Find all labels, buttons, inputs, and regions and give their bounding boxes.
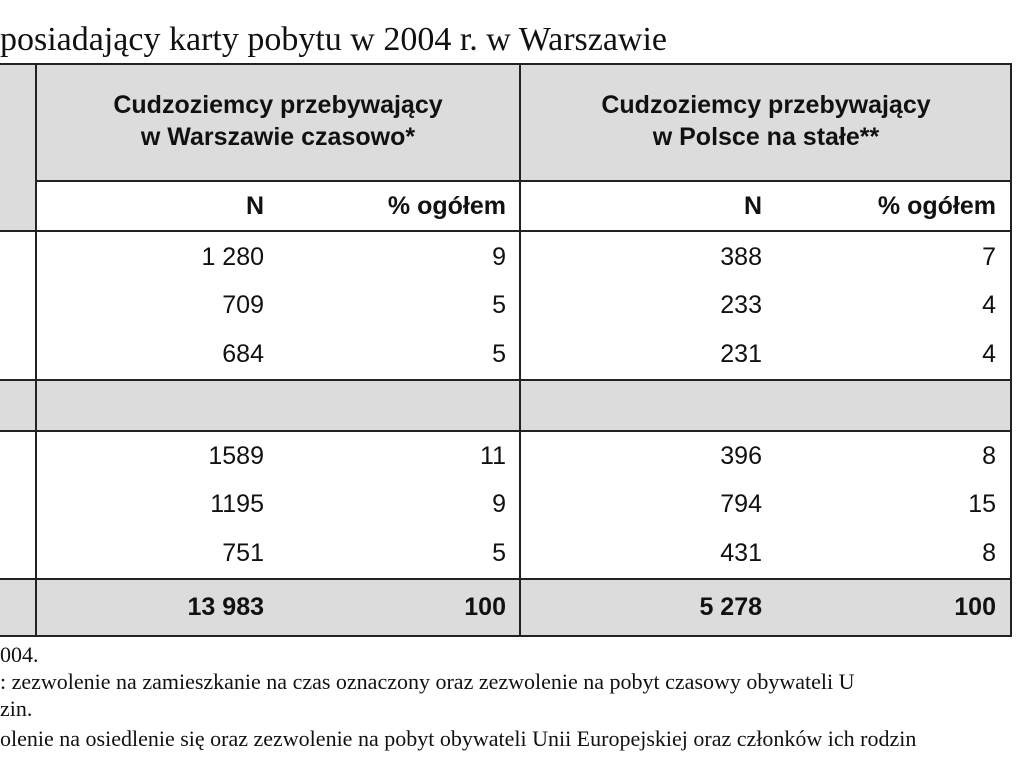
header-left-stub-bg [0, 63, 36, 231]
cell-percent-permanent: 15 [968, 490, 996, 518]
column-header-n-permanent: N [743, 192, 762, 220]
group-header-permanent [520, 89, 1012, 153]
group-header-temporary [36, 89, 520, 153]
rule-under-group-header [36, 180, 1012, 182]
cell-percent-temporary: 9 [492, 243, 506, 271]
total-percent-permanent: 100 [954, 593, 996, 621]
group-header-temporary-line1: Cudzoziemcy przebywający [113, 91, 443, 119]
total-n-permanent: 5 278 [699, 593, 762, 621]
cell-percent-temporary: 5 [492, 340, 506, 368]
group-header-permanent-line2: w Polsce na stałe** [652, 123, 880, 151]
cell-percent-permanent: 7 [982, 243, 996, 271]
column-header-percent-permanent: % ogółem [877, 192, 996, 220]
cell-n-temporary: 1589 [208, 442, 264, 470]
total-n-temporary: 13 983 [187, 593, 264, 621]
cell-percent-permanent: 8 [982, 539, 996, 567]
data-table [0, 63, 1012, 637]
section-separator-row [0, 380, 1012, 432]
cell-percent-temporary: 5 [492, 539, 506, 567]
cell-n-permanent: 231 [720, 340, 762, 368]
cell-percent-temporary: 9 [492, 490, 506, 518]
cell-n-temporary: 1195 [210, 490, 264, 518]
footnote-1-line2: zin. [0, 696, 33, 721]
group-header-permanent-line1: Cudzoziemcy przebywający [601, 91, 931, 119]
table-title: posiadający karty pobytu w 2004 r. w Warszawie [0, 21, 668, 58]
cell-percent-temporary: 11 [480, 442, 506, 470]
rule-top [0, 63, 1012, 65]
cell-n-permanent: 388 [720, 243, 762, 271]
rule-above-separator [0, 379, 1012, 381]
rule-under-column-header [0, 230, 1012, 232]
cell-n-permanent: 233 [720, 291, 762, 319]
cell-n-temporary: 1 280 [201, 243, 264, 271]
footnote-2: olenie na osiedlenie się oraz zezwolenie na pobyt obywateli Unii Europejskiej oraz członków ich rodzin [0, 726, 917, 751]
rule-above-total [0, 578, 1012, 580]
cell-n-permanent: 794 [720, 490, 762, 518]
cell-n-temporary: 751 [222, 539, 264, 567]
footnote-source: 004. [0, 642, 39, 667]
group-header-temporary-line2: w Warszawie czasowo* [140, 123, 416, 151]
rule-below-separator [0, 430, 1012, 432]
cell-n-temporary: 709 [222, 291, 264, 319]
cell-percent-permanent: 4 [982, 340, 996, 368]
cell-n-temporary: 684 [222, 340, 264, 368]
cell-percent-permanent: 4 [982, 291, 996, 319]
column-header-n-temporary: N [245, 192, 264, 220]
total-percent-temporary: 100 [464, 593, 506, 621]
cell-percent-temporary: 5 [492, 291, 506, 319]
column-header-percent-temporary: % ogółem [387, 192, 506, 220]
rule-bottom [0, 635, 1012, 637]
cell-n-permanent: 396 [720, 442, 762, 470]
cell-percent-permanent: 8 [982, 442, 996, 470]
cell-n-permanent: 431 [720, 539, 762, 567]
footnote-1-line1: : zezwolenie na zamieszkanie na czas oznaczony oraz zezwolenie na pobyt czasowy obywateli U [0, 669, 855, 694]
